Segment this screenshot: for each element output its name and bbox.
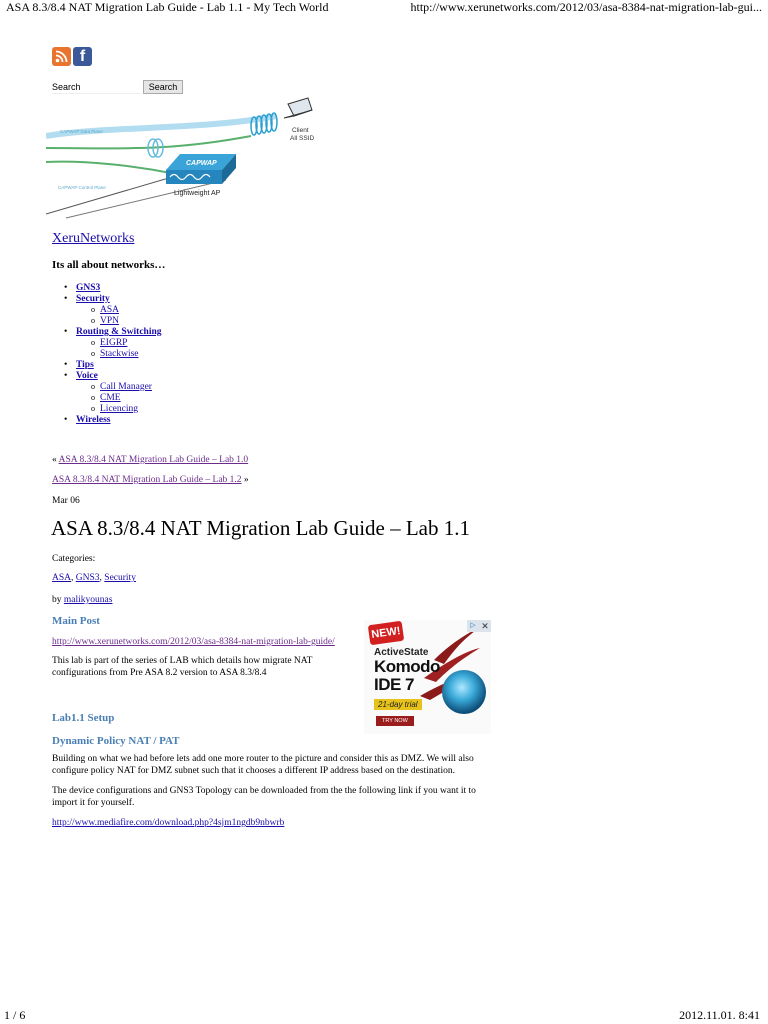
nav-subitem-vpn xyxy=(76,316,162,327)
dynamic-nat-heading: Dynamic Policy NAT / PAT xyxy=(52,735,180,747)
client-label: Client xyxy=(292,127,309,134)
capwap-banner-image xyxy=(46,96,322,220)
control-plane-label: CAPWAP Control Plane xyxy=(58,185,106,190)
nav-link-licencing[interactable]: Licencing xyxy=(100,404,138,414)
nav-link-tips[interactable]: Tips xyxy=(76,360,94,370)
site-title-link[interactable]: XeruNetworks xyxy=(52,231,135,246)
category-link-gns3[interactable]: GNS3 xyxy=(75,573,100,583)
main-post-link[interactable]: http://www.xerunetworks.com/2012/03/asa-8384-nat-migration-lab-guide/ xyxy=(52,637,335,647)
category-link-security[interactable]: Security xyxy=(104,573,136,583)
mediafire-link[interactable]: http://www.mediafire.com/download.php?4sjm1ngdb9nbwrb xyxy=(52,818,285,828)
nav-item-tips xyxy=(60,360,162,371)
categories-list xyxy=(52,573,136,583)
nav-item-security xyxy=(60,294,162,327)
dmz-paragraph: Building on what we had before lets add one more router to the picture and consider this as DMZ. We will also configure policy NAT for DMZ subnet such that it chooses a different IP address based on the destination. xyxy=(52,754,474,776)
site-tagline: Its all about networks… xyxy=(52,259,166,271)
previous-post-prefix: « xyxy=(52,455,59,465)
author-link[interactable]: malikyounas xyxy=(63,595,113,605)
nav-link-security[interactable]: Security xyxy=(76,294,110,304)
post-date: Mar 06 xyxy=(52,496,80,506)
social-icons xyxy=(52,47,92,66)
main-navigation xyxy=(60,283,162,426)
ad-close-icon[interactable]: ✕ xyxy=(479,620,491,632)
data-plane-label: CAPWAP Data Plane xyxy=(60,129,103,134)
category-separator: , xyxy=(71,573,76,583)
document-title: ASA 8.3/8.4 NAT Migration Lab Guide - Lab 1.1 - My Tech World xyxy=(6,0,329,14)
nav-link-asa[interactable]: ASA xyxy=(100,305,120,315)
download-paragraph: The device configurations and GNS3 Topology can be downloaded from the the following link if you want it to import it for yourself. xyxy=(52,786,476,808)
nav-subitem-cme xyxy=(76,393,162,404)
ad-new-badge: NEW! xyxy=(368,621,404,646)
lab-setup-heading: Lab1.1 Setup xyxy=(52,712,115,724)
nav-item-gns3 xyxy=(60,283,162,294)
nav-link-voice[interactable]: Voice xyxy=(76,371,98,381)
ad-product-logo xyxy=(442,670,486,714)
ad-trial-label: 21-day trial xyxy=(374,699,422,710)
search-input[interactable] xyxy=(52,81,140,94)
nav-link-wireless[interactable]: Wireless xyxy=(76,415,111,425)
categories-label: Categories: xyxy=(52,554,96,564)
ad-product-line2: IDE 7 xyxy=(374,675,415,694)
print-datetime: 2012.11.01. 8:41 xyxy=(679,1008,760,1022)
document-url: http://www.xerunetworks.com/2012/03/asa-8384-nat-migration-lab-gui... xyxy=(410,0,762,14)
ap-label: Lightweight AP xyxy=(174,190,221,197)
ad-product-name xyxy=(374,658,440,694)
nav-link-eigrp[interactable]: EIGRP xyxy=(100,338,128,348)
nav-link-routing-switching[interactable]: Routing & Switching xyxy=(76,327,162,337)
nav-subitem-call-manager xyxy=(76,382,162,393)
nav-link-gns3[interactable]: GNS3 xyxy=(76,283,101,293)
access-point-icon xyxy=(166,154,236,184)
ad-try-now-button[interactable]: TRY NOW xyxy=(376,716,414,726)
nav-subitem-eigrp xyxy=(76,338,162,349)
nav-item-voice xyxy=(60,371,162,415)
page-number: 1 / 6 xyxy=(4,1008,26,1022)
nav-link-cme[interactable]: CME xyxy=(100,393,121,403)
main-post-heading: Main Post xyxy=(52,615,100,627)
nav-item-wireless xyxy=(60,415,162,426)
byline-prefix: by xyxy=(52,595,64,605)
previous-post xyxy=(52,455,248,465)
nav-link-stackwise[interactable]: Stackwise xyxy=(100,349,139,359)
intro-paragraph: This lab is part of the series of LAB which details how migrate NAT configurations from Pre ASA 8.2 version to ASA 8.3/8.4 xyxy=(52,656,313,678)
nav-subitem-stackwise xyxy=(76,349,162,360)
next-post-link[interactable]: ASA 8.3/8.4 NAT Migration Lab Guide – Lab 1.2 xyxy=(52,475,242,485)
post-title: ASA 8.3/8.4 NAT Migration Lab Guide – Lab 1.1 xyxy=(51,516,470,540)
ad-product-line1: Komodo xyxy=(374,657,440,676)
search-form xyxy=(52,80,183,94)
nav-subitem-licencing xyxy=(76,404,162,415)
rss-icon[interactable] xyxy=(52,47,71,66)
category-separator: , xyxy=(99,573,105,583)
advertisement[interactable] xyxy=(364,620,491,734)
capwap-label: CAPWAP xyxy=(186,160,217,167)
nav-item-routing xyxy=(60,327,162,360)
search-button[interactable]: Search xyxy=(143,80,183,94)
next-post-suffix: » xyxy=(241,475,249,485)
facebook-icon[interactable]: f xyxy=(73,47,92,66)
ad-choices-icon[interactable]: ▷ xyxy=(467,620,479,632)
nav-link-vpn[interactable]: VPN xyxy=(100,316,120,326)
nav-subitem-asa xyxy=(76,305,162,316)
byline xyxy=(52,595,112,605)
previous-post-link[interactable]: ASA 8.3/8.4 NAT Migration Lab Guide – Lab 1.0 xyxy=(58,455,249,465)
category-link-asa[interactable]: ASA xyxy=(52,573,72,583)
next-post xyxy=(52,475,249,485)
ad-brand: ActiveState xyxy=(374,647,429,658)
ssid-label: All SSID xyxy=(290,135,315,142)
nav-link-call-manager[interactable]: Call Manager xyxy=(100,382,152,392)
